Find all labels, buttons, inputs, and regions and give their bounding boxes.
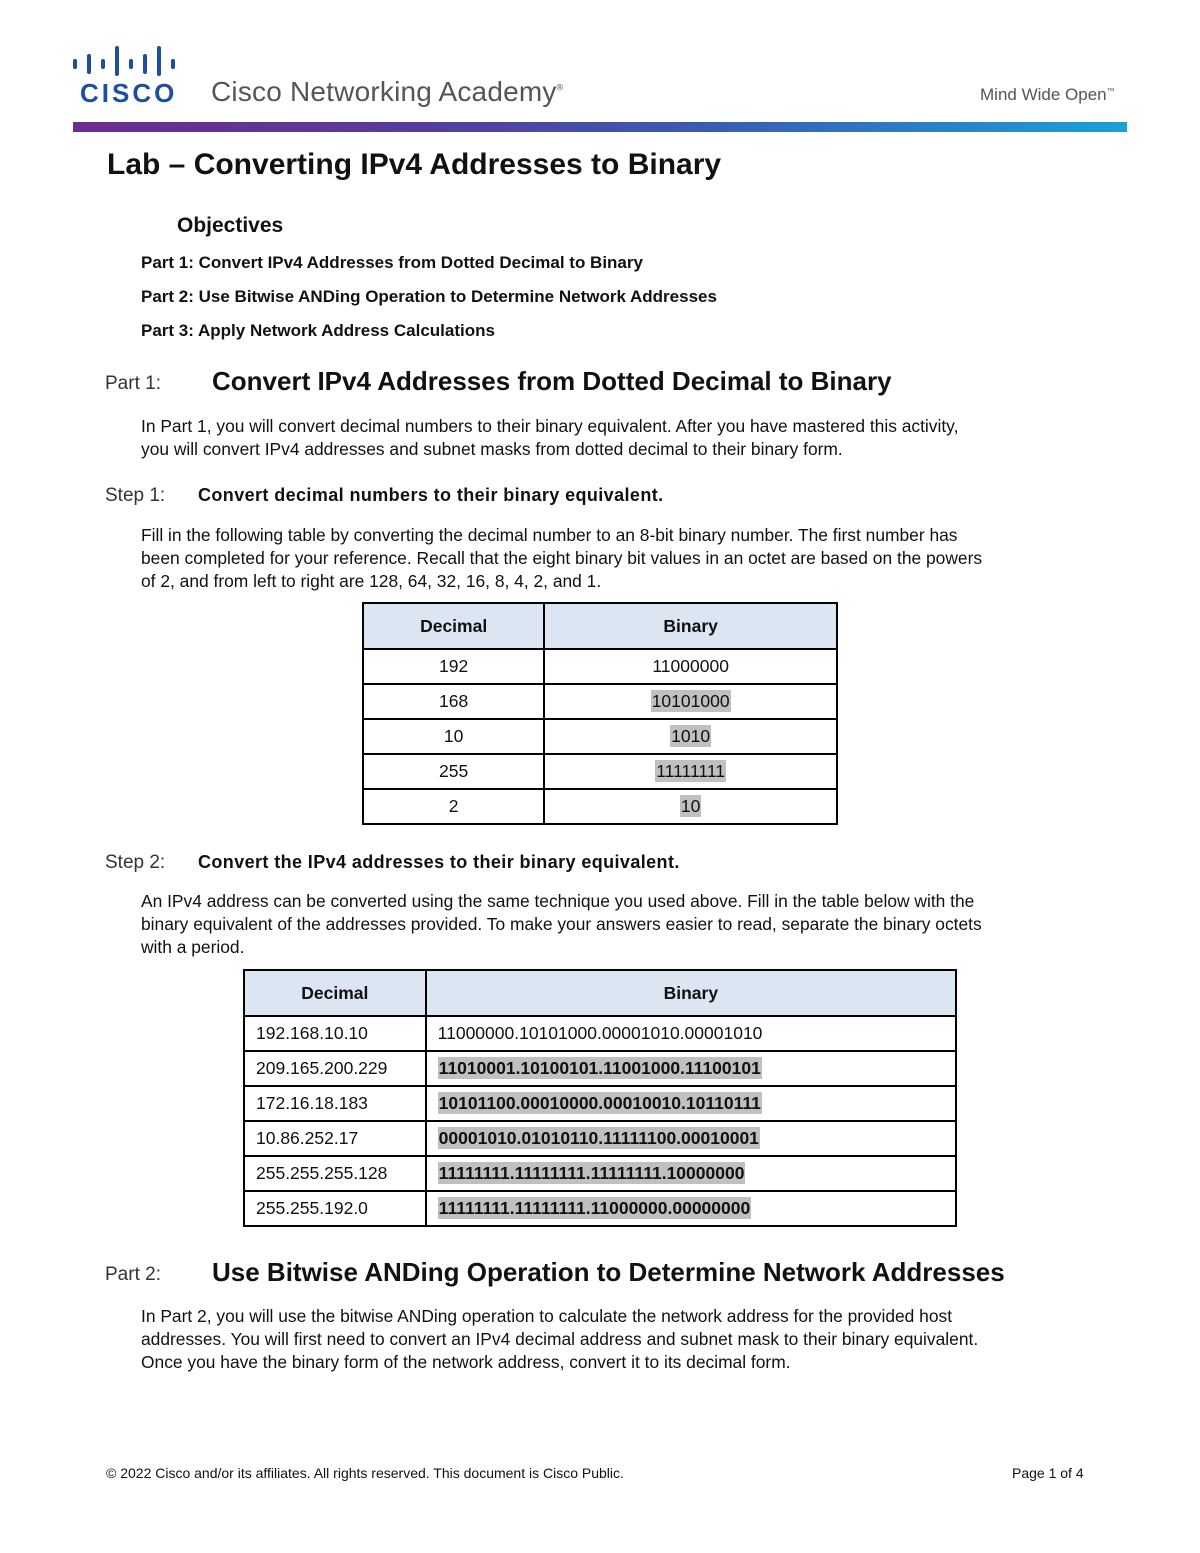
- step1-text: Fill in the following table by converting the decimal number to an 8-bit binary number. The first number has been completed for your reference. Recall that the eight binary bit values in an octet are based on the powers of 2, and from left to right are 128, 64, 32, 16, 8, 4, 2, and 1.: [141, 525, 983, 591]
- part2-title: Use Bitwise ANDing Operation to Determine Network Addresses: [212, 1257, 1005, 1287]
- table-row: [244, 1051, 956, 1086]
- decimal-cell: 172.16.18.183: [244, 1086, 426, 1121]
- table-header-row: [244, 970, 956, 1016]
- table-row: [363, 649, 837, 684]
- answer-highlight: 11111111: [656, 761, 726, 781]
- step1-title: Convert decimal numbers to their binary equivalent.: [198, 485, 664, 505]
- tagline: Mind Wide Open™: [980, 85, 1115, 104]
- academy-name: Cisco Networking Academy®: [211, 76, 564, 107]
- objectives-heading: Objectives: [177, 214, 284, 237]
- decimal-cell: 2: [363, 789, 544, 824]
- binary-cell: [544, 754, 837, 789]
- decimal-cell: 209.165.200.229: [244, 1051, 426, 1086]
- answer-highlight: 10101100.00010000.00010010.10110111: [438, 1093, 761, 1113]
- binary-cell: [544, 719, 837, 754]
- table-row: [244, 1156, 956, 1191]
- table-header: Decimal: [244, 970, 426, 1016]
- part1-title: Convert IPv4 Addresses from Dotted Decimal to Binary: [212, 366, 892, 396]
- cisco-logo-text: CISCO: [80, 78, 178, 108]
- table-row: [363, 789, 837, 824]
- table-row: [363, 754, 837, 789]
- step1-label: Step 1:: [105, 485, 166, 506]
- decimal-cell: 10.86.252.17: [244, 1121, 426, 1156]
- step2-title: Convert the IPv4 addresses to their binary equivalent.: [198, 852, 680, 872]
- table-header: Binary: [544, 603, 837, 649]
- decimal-cell: 168: [363, 684, 544, 719]
- answer-highlight: 11010001.10100101.11001000.11100101: [438, 1058, 761, 1078]
- decimal-cell: 192.168.10.10: [244, 1016, 426, 1051]
- table-row: [363, 719, 837, 754]
- step2-text: An IPv4 address can be converted using the same technique you used above. Fill in the table below with the binary equivalent of the addresses provided. To make your answers easier to read, separate the binary octets with a period.: [141, 891, 982, 957]
- answer-highlight: 11111111.11111111.11000000.00000000: [438, 1198, 751, 1218]
- objective-item: Part 3: Apply Network Address Calculations: [141, 321, 495, 340]
- binary-cell: [426, 1156, 956, 1191]
- table-row: [244, 1191, 956, 1226]
- binary-cell: [426, 1121, 956, 1156]
- part1-intro: In Part 1, you will convert decimal numbers to their binary equivalent. After you have mastered this activity, you will convert IPv4 addresses and subnet masks from dotted decimal to their binary form.: [141, 416, 959, 459]
- part2-intro: In Part 2, you will use the bitwise ANDing operation to calculate the network address for the provided host addresses. You will first need to convert an IPv4 decimal address and subnet mask to their binary equivalent. Once you have the binary form of the network address, convert it to its decimal form.: [141, 1306, 979, 1372]
- objective-item: Part 2: Use Bitwise ANDing Operation to Determine Network Addresses: [141, 287, 717, 306]
- table-row: [244, 1086, 956, 1121]
- part1-label: Part 1:: [105, 373, 161, 394]
- ipv4-binary-table: [243, 969, 957, 1227]
- decimal-cell: 10: [363, 719, 544, 754]
- binary-cell: [426, 1191, 956, 1226]
- table-header: Decimal: [363, 603, 544, 649]
- decimal-cell: 255.255.255.128: [244, 1156, 426, 1191]
- part2-label: Part 2:: [105, 1264, 161, 1285]
- footer-copyright: © 2022 Cisco and/or its affiliates. All rights reserved. This document is Cisco Public.: [106, 1465, 624, 1481]
- binary-cell: [544, 789, 837, 824]
- binary-cell: [426, 1051, 956, 1086]
- binary-cell: [544, 684, 837, 719]
- answer-highlight: 00001010.01010110.11111100.00010001: [438, 1128, 759, 1148]
- step2-label: Step 2:: [105, 852, 166, 873]
- answer-highlight: 11111111.11111111.11111111.10000000: [438, 1163, 745, 1183]
- objective-item: Part 1: Convert IPv4 Addresses from Dotted Decimal to Binary: [141, 253, 643, 272]
- decimal-cell: 255: [363, 754, 544, 789]
- table-header-row: [363, 603, 837, 649]
- header-gradient-rule: [73, 122, 1127, 132]
- table-row: [244, 1016, 956, 1051]
- table-row: [363, 684, 837, 719]
- cisco-logo-bars-icon: [73, 46, 181, 76]
- table-row: [244, 1121, 956, 1156]
- binary-cell: 11000000.10101000.00001010.00001010: [426, 1016, 956, 1051]
- answer-highlight: 1010: [671, 726, 711, 746]
- answer-highlight: 10101000: [651, 691, 730, 711]
- lab-title: Lab – Converting IPv4 Addresses to Binary: [107, 148, 722, 181]
- footer-page-number: Page 1 of 4: [1012, 1465, 1084, 1481]
- decimal-cell: 192: [363, 649, 544, 684]
- answer-highlight: 10: [680, 796, 701, 816]
- decimal-binary-table: [362, 602, 838, 825]
- binary-cell: [426, 1086, 956, 1121]
- decimal-cell: 255.255.192.0: [244, 1191, 426, 1226]
- binary-cell: 11000000: [544, 649, 837, 684]
- table-header: Binary: [426, 970, 956, 1016]
